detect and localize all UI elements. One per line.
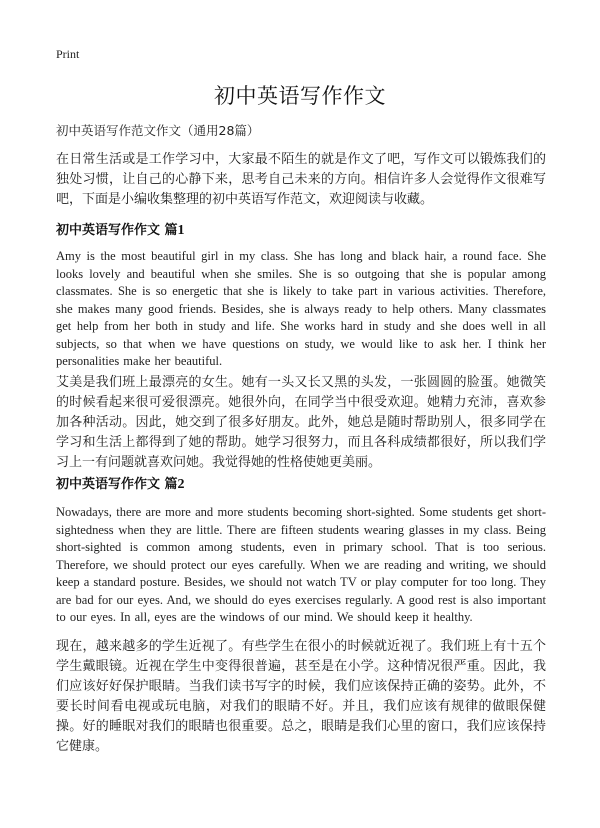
section-1-heading xyxy=(56,219,185,239)
section-1-heading-text: 初中英语写作作文 篇 xyxy=(56,223,178,238)
section-2-heading xyxy=(56,473,185,493)
print-link[interactable]: Print xyxy=(56,47,80,61)
intro-paragraph: 在日常生活或是工作学习中，大家最不陌生的就是作文了吧，写作文可以锻炼我们的独处习惯，让自己的心静下来，思考自己未来的方向。相信许多人会觉得作文很难写吧，下面是小编收集整理的初中英语写作范文，欢迎阅读与收藏。 xyxy=(56,152,546,207)
page-title: 初中英语写作作文 xyxy=(214,84,386,108)
section-2-heading-number: 2 xyxy=(177,477,185,492)
section-2-heading-text: 初中英语写作作文 篇 xyxy=(56,477,178,492)
section-1-chinese-paragraph: 艾美是我们班上最漂亮的女生。她有一头又长又黑的头发，一张圆圆的脸蛋。她微笑的时候看起来很可爱很漂亮。她很外向，在同学当中很受欢迎。她精力充沛，喜欢参加各种活动。因此，她交到了很多好朋友。此外，她总是随时帮助别人，很多同学在学习和生活上都得到了她的帮助。她学习很努力，而且各科成绩都很好，所以我们学习上一有问题就喜欢问她。我觉得她的性格使她更美丽。 xyxy=(56,375,546,470)
section-2-chinese-paragraph: 现在，越来越多的学生近视了。有些学生在很小的时候就近视了。我们班上有十五个学生戴眼镜。近视在学生中变得很普遍，甚至是在小学。这种情况很严重。因此，我们应该好好保护眼睛。当我们读书写字的时候，我们应该保持正确的姿势。此外，不要长时间看电视或玩电脑，对我们的眼睛不好。并且，我们应该有规律的做眼保健操。好的睡眠对我们的眼睛也很重要。总之，眼睛是我们心里的窗口，我们应该保持它健康。 xyxy=(56,639,546,754)
section-1-heading-number: 1 xyxy=(177,223,185,238)
page-subtitle: 初中英语写作范文作文（通用28篇） xyxy=(56,123,260,138)
section-1-english-paragraph: Amy is the most beautiful girl in my class. She has long and black hair, a round face. She looks lovely and beautiful when she smiles. She is so outgoing that she is popular among classmates. She is so energetic that she is likely to take part in various activities. Therefore, she makes many good friends. Besides, she is always ready to help others. Many classmates get help from her both in study and life. She works hard in study and she does well in all subjects, so that when we have questions on study, we would like to ask her. I think her personalities make her beautiful. xyxy=(56,249,546,368)
section-2-english-paragraph: Nowadays, there are more and more students becoming short-sighted. Some students get short-sightedness when they are little. There are fifteen students wearing glasses in my class. Being short-sighted is common among students, even in primary school. That is too serious. Therefore, we should protect our eyes carefully. When we are reading and writing, we should keep a standard posture. Besides, we should not watch TV or play computer for too long. They are bad for our eyes. And, we should do eyes exercises regularly. A good rest is also important to our eyes. In all, eyes are the windows of our mind. We should keep it healthy. xyxy=(56,505,546,624)
